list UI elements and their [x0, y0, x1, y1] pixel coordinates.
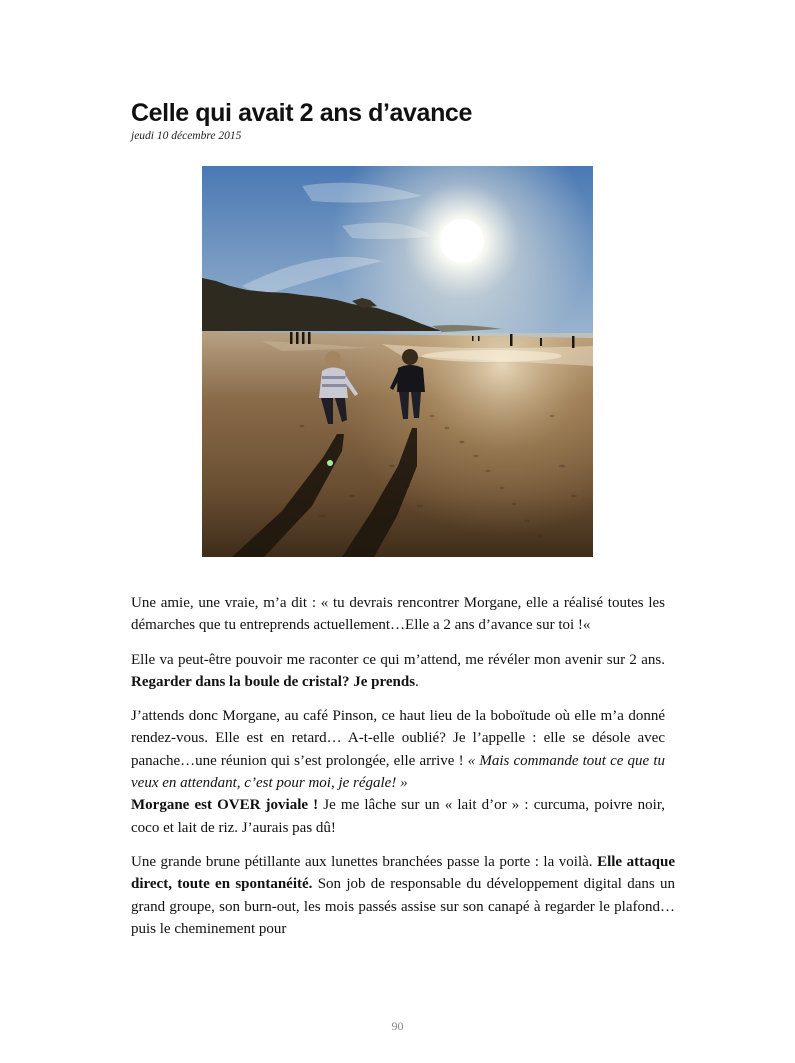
- paragraph-1: [131, 592, 665, 637]
- paragraph-3-bold: Morgane est OVER joviale !: [131, 797, 319, 814]
- paragraph-4: [131, 851, 675, 940]
- paragraph-1-text: Une amie, une vraie, m’a dit : « tu devrais rencontrer Morgane, elle a réalisé toutes les démarches que tu entreprends actuellement…Elle a 2 ans d’avance sur toi !«: [131, 595, 665, 634]
- paragraph-4-text: Une grande brune pétillante aux lunettes branchées passe la porte : la voilà.: [131, 853, 598, 870]
- article-date: jeudi 10 décembre 2015: [131, 130, 242, 142]
- paragraph-2-text: Elle va peut-être pouvoir me raconter ce qui m’attend, me révéler mon avenir sur 2 ans.: [131, 651, 665, 668]
- page-number: 90: [391, 1019, 404, 1033]
- paragraph-3-text: J’attends donc Morgane, au café Pinson, ce haut lieu de la boboïtude où elle m’a donné rendez-vous. Elle est en retard… A-t-elle oublié? Je l’appelle : elle se désole avec panache…une réunion qui s’est prolongée, elle arrive !: [131, 708, 665, 769]
- article-body: [131, 592, 675, 952]
- article-title: Celle qui avait 2 ans d’avance: [131, 99, 472, 127]
- beach-photo: [202, 166, 593, 557]
- paragraph-2-bold: Regarder dans la boule de cristal? Je prends: [131, 673, 416, 690]
- paragraph-2-end: .: [415, 673, 419, 690]
- paragraph-3: [131, 705, 665, 839]
- paragraph-3-end: Je me lâche sur un « lait d’or » : curcuma, poivre noir, coco et lait de riz. J’aurais pas dû!: [131, 797, 665, 836]
- paragraph-4-bold: Elle attaque direct, toute en spontanéité.: [131, 853, 675, 893]
- paragraph-4-end: Son job de responsable du développement digital dans un grand groupe, son burn-out, les mois passés assise sur son canapé à regarder le plafond…puis le cheminement pour: [131, 876, 675, 937]
- paragraph-2: [131, 649, 665, 694]
- paragraph-3-quote: « Mais commande tout ce que tu veux en attendant, c’est pour moi, je régale! »: [131, 752, 665, 792]
